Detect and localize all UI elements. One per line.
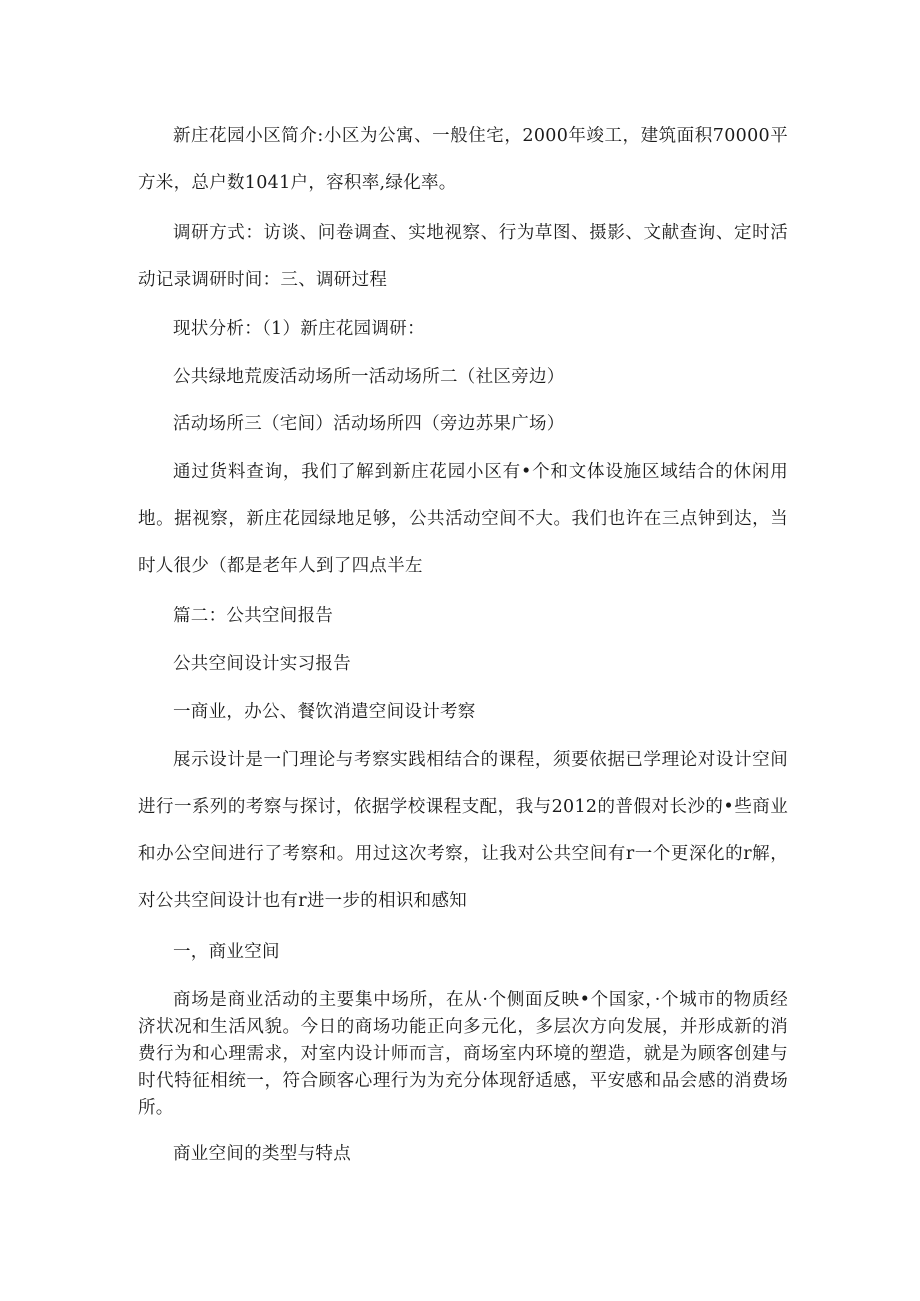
paragraph-activity-sites-2: 活动场所三（宅间）活动场所四（旁边苏果广场） (173, 414, 565, 434)
report-title: 公共空间设计实习报告 (173, 654, 351, 674)
section-heading-space-types: 商业空间的类型与特点 (173, 1144, 351, 1164)
paragraph-community-intro: 新庄花园小区简介:小区为公寓、一般住宅，2000年竣工，建筑面积70000平方米，总户数1041户，容积率,绿化率。 (138, 126, 788, 193)
paragraph-findings: 通过货料查询，我们了解到新庄花园小区有•个和文体设施区域结合的休闲用地。据视察，新庄花园绿地足够，公共活动空间不大。我们也许在三点钟到达，当时人很少（都是老年人到了四点半左 (138, 462, 788, 576)
section-heading-commercial-space: 一，商业空间 (173, 942, 280, 962)
paragraph-mall-description: 商场是商业活动的主要集中场所，在从·个侧面反映•个国家，·个城市的物质经济状况和生活风貌。今日的商场功能正向多元化，多层次方向发展，并形成新的消费行为和心理需求，对室内设计师而言，商场室内环境的塑造，就是为顾客创建与时代特征相统一，符合顾客心理行为为充分体现舒适感，平安感和品会感的消费场所。 (138, 990, 788, 1118)
paragraph-exhibition-design: 展示设计是一门理论与考察实践相结合的课程，须要依据已学理论对设计空间进行一系列的考察与探讨，依据学校课程支配，我与2012的普假对长沙的•些商业和办公空间进行了考察和。用过这次考察，让我对公共空间有r一个更深化的r解，对公共空间设计也有r进一步的相识和感知 (138, 750, 788, 911)
paragraph-activity-sites-1: 公共绿地荒废活动场所一活动场所二（社区旁边） (173, 367, 565, 387)
paragraph-survey-methods: 调研方式：访谈、问卷调查、实地视察、行为草图、摄影、文献查询、定时活动记录调研时间：三、调研过程 (138, 223, 788, 290)
paragraph-status-analysis: 现状分析：（1）新庄花园调研： (173, 319, 425, 339)
section-heading-part-two: 篇二：公共空间报告 (173, 606, 334, 626)
section-heading-commercial: 一商业，办公、餐饮消遣空间设计考察 (173, 702, 476, 722)
